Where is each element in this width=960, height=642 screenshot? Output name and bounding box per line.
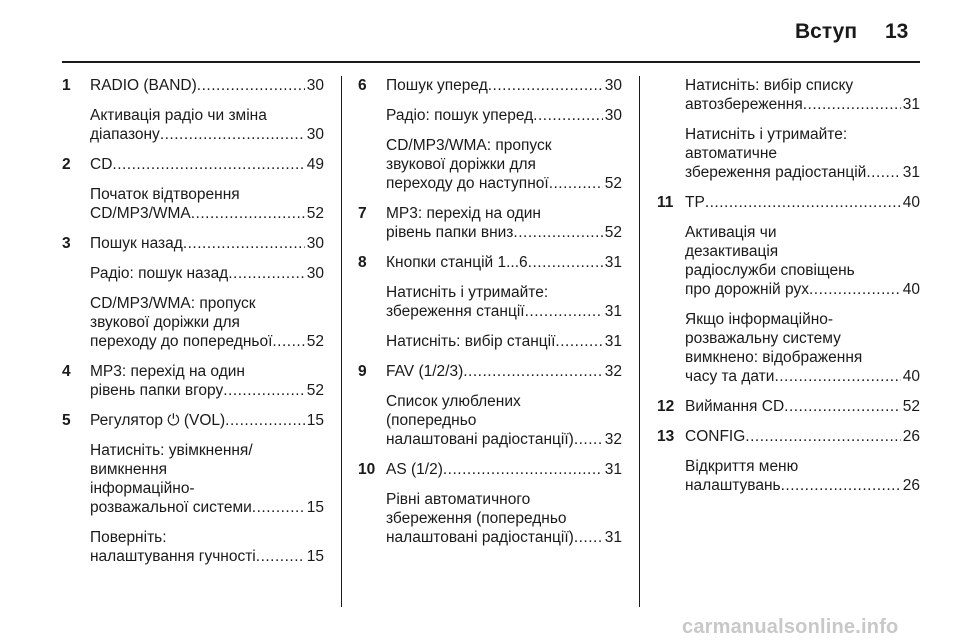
toc-entry	[62, 441, 324, 517]
toc-line	[685, 261, 920, 280]
toc-leader-dots	[803, 95, 901, 114]
toc-line-text: розважальну систему	[685, 330, 841, 347]
toc-line-text: налаштовані радіостанції)	[386, 529, 574, 546]
toc-line-text: автозбереження	[685, 96, 803, 113]
toc-line-text: RADIO (BAND)	[90, 77, 197, 94]
toc-page-ref[interactable]: 30	[604, 77, 622, 94]
toc-line-text: FAV (1/2/3)	[386, 363, 464, 380]
toc-page-ref[interactable]: 31	[604, 461, 622, 478]
toc-line-text: CD/MP3/WMA: пропуск	[90, 295, 256, 312]
toc-page-ref[interactable]: 30	[306, 126, 324, 143]
toc-line	[685, 242, 920, 261]
toc-line	[685, 144, 920, 163]
toc-line-text: Активація радіо чи зміна	[90, 107, 267, 124]
toc-line-text: збереження радіостанцій	[685, 164, 867, 181]
toc-entry	[657, 223, 920, 299]
toc-column-2	[358, 76, 622, 547]
toc-column-3	[657, 76, 920, 495]
toc-line-text: звукової доріжки для	[90, 314, 240, 331]
toc-line-text: Натисніть і утримайте:	[386, 284, 549, 301]
toc-line-text: Радіо: пошук назад	[90, 265, 229, 282]
toc-entry	[62, 294, 324, 351]
toc-line	[90, 498, 324, 517]
toc-line	[386, 283, 622, 302]
toc-entry	[358, 253, 622, 272]
toc-line	[386, 106, 622, 125]
toc-entry	[657, 427, 920, 446]
toc-line-text: Поверніть:	[90, 529, 167, 546]
toc-line	[90, 264, 324, 283]
toc-entry	[62, 411, 324, 430]
toc-leader-dots	[160, 125, 305, 144]
toc-page-ref[interactable]: 30	[306, 235, 324, 252]
toc-leader-dots	[784, 397, 901, 416]
toc-line-text: Натисніть: вибір станції	[386, 333, 556, 350]
toc-line-text: Пошук уперед	[386, 77, 488, 94]
toc-entry-number: 1	[62, 77, 71, 94]
toc-line	[90, 381, 324, 400]
toc-entry-number: 12	[657, 398, 675, 415]
toc-line-text: налаштовані радіостанції)	[386, 431, 574, 448]
toc-entry-number: 13	[657, 428, 675, 445]
toc-page-ref[interactable]: 40	[902, 368, 920, 385]
toc-line-text: автоматичне	[685, 145, 778, 162]
toc-leader-dots	[272, 332, 304, 351]
toc-leader-dots	[225, 411, 305, 430]
toc-line	[685, 367, 920, 386]
toc-page-ref[interactable]: 49	[306, 156, 324, 173]
toc-line-text: TP	[685, 194, 705, 211]
toc-page-ref[interactable]: 40	[902, 194, 920, 211]
toc-entry	[358, 283, 622, 321]
toc-line	[386, 411, 622, 430]
toc-line	[90, 106, 324, 125]
toc-line-text: CD	[90, 156, 113, 173]
toc-line-text: вимкнено: відображення	[685, 349, 863, 366]
toc-page-ref[interactable]: 52	[604, 175, 622, 192]
toc-line	[685, 193, 920, 212]
toc-entry	[358, 332, 622, 351]
toc-line-text: Регулятор ⏻ (VOL)	[90, 412, 226, 429]
toc-line	[386, 430, 622, 449]
toc-page-ref[interactable]: 32	[604, 431, 622, 448]
toc-leader-dots	[774, 367, 900, 386]
toc-line	[386, 332, 622, 351]
toc-leader-dots	[549, 174, 603, 193]
toc-line-text: Відкриття меню	[685, 458, 799, 475]
toc-leader-dots	[781, 476, 901, 495]
toc-line	[90, 441, 324, 460]
toc-line	[386, 392, 622, 411]
toc-leader-dots	[463, 362, 603, 381]
toc-line-text: CD/MP3/WMA: пропуск	[386, 137, 552, 154]
toc-entry	[657, 457, 920, 495]
toc-entry	[358, 460, 622, 479]
toc-line-text: діапазону	[90, 126, 160, 143]
toc-line	[386, 509, 622, 528]
toc-entry	[657, 125, 920, 182]
toc-leader-dots	[705, 193, 901, 212]
watermark: carmanualsonline.info	[682, 616, 899, 638]
toc-entry	[358, 204, 622, 242]
toc-page-ref[interactable]: 26	[902, 477, 920, 494]
toc-page-ref[interactable]: 15	[306, 548, 324, 565]
toc-line-text: часу та дати	[685, 368, 775, 385]
toc-leader-dots	[252, 498, 305, 517]
toc-line	[386, 362, 622, 381]
toc-entry	[62, 106, 324, 144]
toc-line-text: радіослужби сповіщень	[685, 262, 855, 279]
toc-leader-dots	[223, 381, 305, 400]
toc-line	[685, 329, 920, 348]
toc-entry-number: 4	[62, 363, 71, 380]
toc-leader-dots	[574, 430, 603, 449]
toc-line-text: (попередньо	[386, 412, 477, 429]
toc-line-text: Список улюблених	[386, 393, 521, 410]
toc-entry	[62, 76, 324, 95]
toc-page-ref[interactable]: 52	[902, 398, 920, 415]
toc-line-text: AS (1/2)	[386, 461, 443, 478]
toc-line	[386, 136, 622, 155]
toc-line	[90, 125, 324, 144]
toc-line-text: переходу до попередньої	[90, 333, 273, 350]
toc-line-text: Початок відтворення	[90, 186, 240, 203]
toc-line	[90, 362, 324, 381]
toc-line-text: переходу до наступної	[386, 175, 549, 192]
toc-line	[685, 163, 920, 182]
toc-leader-dots	[488, 76, 603, 95]
toc-column-1	[62, 76, 324, 566]
toc-leader-dots	[809, 280, 901, 299]
toc-entry-number: 5	[62, 412, 71, 429]
toc-entry	[62, 528, 324, 566]
toc-line-text: Виймання CD	[685, 398, 785, 415]
toc-line-text: рівень папки вниз	[386, 224, 514, 241]
toc-line	[685, 280, 920, 299]
toc-line-text: Якщо інформаційно-	[685, 311, 834, 328]
toc-entry	[657, 193, 920, 212]
toc-line	[685, 397, 920, 416]
toc-line	[386, 460, 622, 479]
page-header	[0, 0, 960, 60]
toc-line	[90, 185, 324, 204]
toc-page-ref[interactable]: 30	[306, 77, 324, 94]
toc-page-ref[interactable]: 30	[604, 107, 622, 124]
toc-entry-number: 9	[358, 363, 367, 380]
toc-line	[386, 174, 622, 193]
toc-page-ref[interactable]: 26	[902, 428, 920, 445]
toc-line	[685, 348, 920, 367]
toc-leader-dots	[183, 234, 305, 253]
page-title: Вступ	[795, 20, 858, 43]
toc-line	[685, 125, 920, 144]
toc-entry	[657, 310, 920, 386]
toc-page-ref[interactable]: 31	[902, 96, 920, 113]
toc-entry-number: 6	[358, 77, 367, 94]
toc-line	[90, 313, 324, 332]
toc-line	[90, 547, 324, 566]
toc-entry-number: 3	[62, 235, 71, 252]
toc-entry-number: 2	[62, 156, 71, 173]
header-divider	[62, 61, 920, 63]
toc-line-text: збереження (попередньо	[386, 510, 567, 527]
toc-line-text: Пошук назад	[90, 235, 183, 252]
toc-page-ref[interactable]: 31	[604, 529, 622, 546]
toc-line-text: налаштування гучності	[90, 548, 256, 565]
toc-page-ref[interactable]: 31	[604, 333, 622, 350]
toc-line	[90, 460, 324, 479]
toc-line	[685, 76, 920, 95]
toc-line	[90, 234, 324, 253]
toc-line	[90, 411, 324, 430]
toc-line	[90, 204, 324, 223]
toc-page-ref[interactable]: 31	[604, 254, 622, 271]
toc-entry	[358, 76, 622, 95]
toc-line-text: Рівні автоматичного	[386, 491, 531, 508]
toc-entry	[358, 362, 622, 381]
toc-line-text: Активація чи	[685, 224, 777, 241]
toc-line	[685, 310, 920, 329]
toc-leader-dots	[574, 528, 603, 547]
toc-page-ref[interactable]: 31	[902, 164, 920, 181]
toc-line	[90, 155, 324, 174]
toc-page-ref[interactable]: 30	[306, 265, 324, 282]
toc-entry-number: 8	[358, 254, 367, 271]
toc-line-text: CD/MP3/WMA	[90, 205, 191, 222]
toc-line	[386, 302, 622, 321]
toc-line-text: звукової доріжки для	[386, 156, 536, 173]
toc-line	[386, 204, 622, 223]
toc-line	[386, 76, 622, 95]
toc-entry	[358, 136, 622, 193]
toc-entry	[62, 155, 324, 174]
toc-leader-dots	[112, 155, 304, 174]
toc-line-text: розважальної системи	[90, 499, 252, 516]
toc-page-ref[interactable]: 52	[306, 333, 324, 350]
toc-line-text: Кнопки станцій 1...6	[386, 254, 528, 271]
toc-leader-dots	[528, 253, 603, 272]
toc-line-text: CONFIG	[685, 428, 746, 445]
toc-line	[685, 95, 920, 114]
toc-line-text: Натисніть: вибір списку	[685, 77, 854, 94]
toc-entry	[358, 490, 622, 547]
toc-line	[685, 476, 920, 495]
toc-page-ref[interactable]: 52	[306, 205, 324, 222]
toc-page-ref[interactable]: 31	[604, 303, 622, 320]
toc-leader-dots	[443, 460, 603, 479]
toc-entry	[358, 106, 622, 125]
toc-entry	[62, 185, 324, 223]
toc-entry-number: 11	[657, 194, 674, 211]
toc-leader-dots	[228, 264, 305, 283]
toc-leader-dots	[191, 204, 305, 223]
toc-line	[90, 294, 324, 313]
toc-leader-dots	[513, 223, 602, 242]
toc-leader-dots	[745, 427, 900, 446]
toc-entry	[358, 392, 622, 449]
toc-leader-dots	[555, 332, 602, 351]
page-number: 13	[885, 20, 909, 43]
toc-leader-dots	[866, 163, 900, 182]
toc-entry	[62, 234, 324, 253]
toc-line-text: MP3: перехід на один	[90, 363, 245, 380]
toc-page-ref[interactable]: 15	[306, 499, 324, 516]
toc-entry	[657, 76, 920, 114]
toc-line	[90, 76, 324, 95]
toc-page-ref[interactable]: 40	[902, 281, 920, 298]
toc-page-ref[interactable]: 15	[306, 412, 324, 429]
toc-line	[90, 528, 324, 547]
toc-line	[386, 253, 622, 272]
toc-line-text: Натисніть і утримайте:	[685, 126, 848, 143]
column-divider-2	[639, 76, 640, 607]
toc-entry-number: 10	[358, 461, 376, 478]
toc-line-text: Радіо: пошук уперед	[386, 107, 534, 124]
toc-line-text: збереження станції	[386, 303, 525, 320]
toc-leader-dots	[256, 547, 305, 566]
toc-line	[685, 457, 920, 476]
toc-line	[685, 223, 920, 242]
column-divider-1	[341, 76, 342, 607]
toc-line	[386, 223, 622, 242]
toc-line-text: налаштувань	[685, 477, 781, 494]
toc-line	[386, 490, 622, 509]
toc-leader-dots	[533, 106, 603, 125]
toc-line-text: MP3: перехід на один	[386, 205, 541, 222]
toc-entry	[657, 397, 920, 416]
toc-line	[90, 332, 324, 351]
toc-line-text: рівень папки вгору	[90, 382, 224, 399]
toc-line	[90, 479, 324, 498]
toc-leader-dots	[197, 76, 305, 95]
toc-entry-number: 7	[358, 205, 367, 222]
toc-leader-dots	[525, 302, 603, 321]
toc-entry	[62, 362, 324, 400]
toc-line-text: вимкнення	[90, 461, 168, 478]
toc-line	[386, 528, 622, 547]
toc-line-text: дезактивація	[685, 243, 779, 260]
toc-line	[685, 427, 920, 446]
toc-line	[386, 155, 622, 174]
toc-page-ref[interactable]: 32	[604, 363, 622, 380]
toc-page-ref[interactable]: 52	[306, 382, 324, 399]
toc-line-text: Натисніть: увімкнення/	[90, 442, 253, 459]
toc-line-text: про дорожній рух	[685, 281, 809, 298]
toc-entry	[62, 264, 324, 283]
toc-page-ref[interactable]: 52	[604, 224, 622, 241]
toc-line-text: інформаційно-	[90, 480, 195, 497]
